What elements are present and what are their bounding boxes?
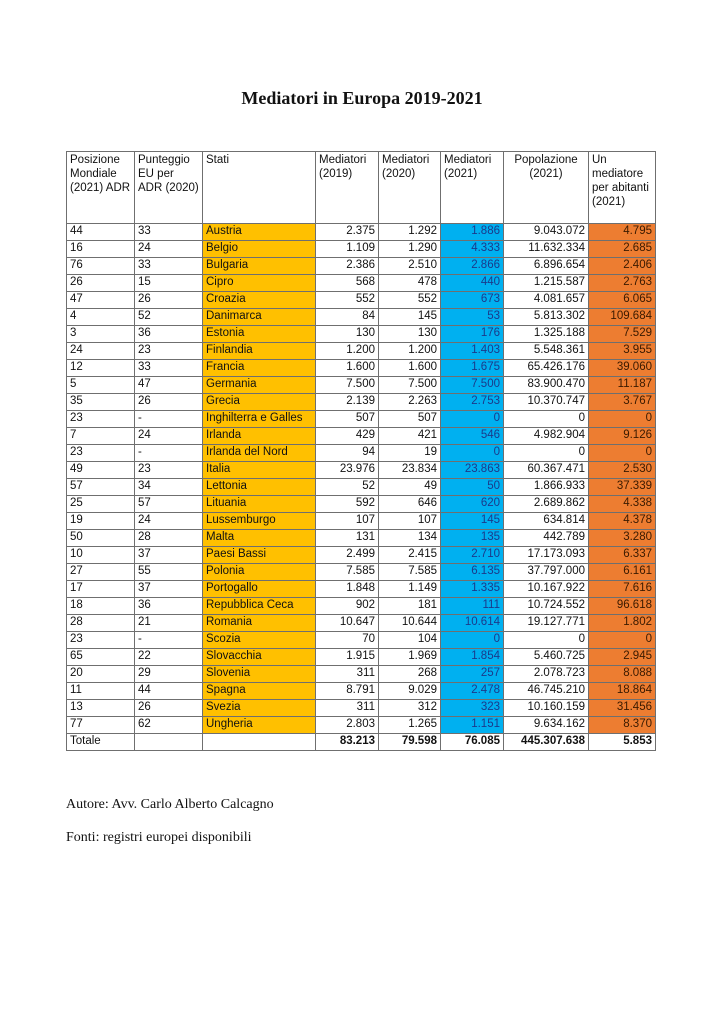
table-row — [67, 394, 656, 411]
mediatori-2020-cell: 268 — [379, 666, 441, 683]
stato-cell: Slovenia — [203, 666, 316, 683]
popolazione-cell: 5.813.302 — [504, 309, 589, 326]
mediatori-2019-cell: 70 — [316, 632, 379, 649]
mediatori-2020-cell: 130 — [379, 326, 441, 343]
punteggio-cell: 33 — [135, 224, 203, 241]
per-abitanti-cell: 2.685 — [589, 241, 656, 258]
table-row — [67, 224, 656, 241]
mediatori-2020-cell: 145 — [379, 309, 441, 326]
popolazione-cell: 9.043.072 — [504, 224, 589, 241]
mediatori-2019-cell: 311 — [316, 700, 379, 717]
mediatori-2020-cell: 1.265 — [379, 717, 441, 734]
total-row — [67, 734, 656, 751]
stato-cell: Romania — [203, 615, 316, 632]
per-abitanti-cell: 0 — [589, 445, 656, 462]
punteggio-cell: 33 — [135, 360, 203, 377]
mediatori-2020-cell: 1.292 — [379, 224, 441, 241]
table-row — [67, 462, 656, 479]
stato-cell: Irlanda — [203, 428, 316, 445]
punteggio-cell: 21 — [135, 615, 203, 632]
mediatori-2021-cell: 23.863 — [441, 462, 504, 479]
mediatori-2021-cell: 135 — [441, 530, 504, 547]
mediatori-2019-cell: 1.109 — [316, 241, 379, 258]
popolazione-cell: 17.173.093 — [504, 547, 589, 564]
popolazione-cell: 6.896.654 — [504, 258, 589, 275]
mediatori-2019-cell: 7.500 — [316, 377, 379, 394]
stato-cell: Bulgaria — [203, 258, 316, 275]
popolazione-cell: 4.982.904 — [504, 428, 589, 445]
table-row — [67, 615, 656, 632]
punteggio-cell: 28 — [135, 530, 203, 547]
per-abitanti-cell: 4.378 — [589, 513, 656, 530]
mediatori-2019-cell: 552 — [316, 292, 379, 309]
stato-cell: Francia — [203, 360, 316, 377]
popolazione-cell: 1.325.188 — [504, 326, 589, 343]
stato-cell: Italia — [203, 462, 316, 479]
table-row — [67, 666, 656, 683]
posizione-cell: 49 — [67, 462, 135, 479]
stato-cell: Scozia — [203, 632, 316, 649]
mediatori-2019-cell: 131 — [316, 530, 379, 547]
posizione-cell: 25 — [67, 496, 135, 513]
punteggio-cell: 29 — [135, 666, 203, 683]
per-abitanti-cell: 1.802 — [589, 615, 656, 632]
punteggio-cell: 26 — [135, 700, 203, 717]
stato-cell: Inghilterra e Galles — [203, 411, 316, 428]
stato-cell: Austria — [203, 224, 316, 241]
stato-cell: Lussemburgo — [203, 513, 316, 530]
popolazione-cell: 46.745.210 — [504, 683, 589, 700]
punteggio-cell: 37 — [135, 581, 203, 598]
mediatori-2019-cell: 568 — [316, 275, 379, 292]
posizione-cell: 26 — [67, 275, 135, 292]
table-row — [67, 343, 656, 360]
posizione-cell: 28 — [67, 615, 135, 632]
mediatori-2021-cell: 2.753 — [441, 394, 504, 411]
per-abitanti-cell: 2.530 — [589, 462, 656, 479]
table-row — [67, 530, 656, 547]
punteggio-cell: 36 — [135, 598, 203, 615]
mediatori-2021-cell: 546 — [441, 428, 504, 445]
mediatori-2019-cell: 7.585 — [316, 564, 379, 581]
mediatori-2019-cell: 902 — [316, 598, 379, 615]
mediatori-2021-cell: 2.710 — [441, 547, 504, 564]
per-abitanti-cell: 96.618 — [589, 598, 656, 615]
mediatori-2020-cell: 9.029 — [379, 683, 441, 700]
mediatori-2020-cell: 2.510 — [379, 258, 441, 275]
mediatori-2020-cell: 134 — [379, 530, 441, 547]
mediatori-2019-cell: 592 — [316, 496, 379, 513]
mediatori-2020-cell: 1.969 — [379, 649, 441, 666]
punteggio-cell: - — [135, 632, 203, 649]
posizione-cell: 24 — [67, 343, 135, 360]
posizione-cell: 16 — [67, 241, 135, 258]
mediatori-2020-cell: 1.200 — [379, 343, 441, 360]
header-punteggio: Punteggio EU per ADR (2020) — [135, 152, 203, 224]
posizione-cell: 35 — [67, 394, 135, 411]
mediatori-2021-cell: 0 — [441, 445, 504, 462]
popolazione-cell: 4.081.657 — [504, 292, 589, 309]
stato-cell: Spagna — [203, 683, 316, 700]
posizione-cell: 23 — [67, 411, 135, 428]
posizione-cell: 47 — [67, 292, 135, 309]
popolazione-cell: 10.370.747 — [504, 394, 589, 411]
total-stato — [203, 734, 316, 751]
mediatori-2020-cell: 2.415 — [379, 547, 441, 564]
posizione-cell: 19 — [67, 513, 135, 530]
table-row — [67, 309, 656, 326]
popolazione-cell: 19.127.771 — [504, 615, 589, 632]
popolazione-cell: 442.789 — [504, 530, 589, 547]
punteggio-cell: 26 — [135, 394, 203, 411]
mediatori-2020-cell: 7.500 — [379, 377, 441, 394]
mediatori-2020-cell: 2.263 — [379, 394, 441, 411]
popolazione-cell: 10.167.922 — [504, 581, 589, 598]
header-popolazione: Popolazione (2021) — [504, 152, 589, 224]
stato-cell: Germania — [203, 377, 316, 394]
mediatori-2020-cell: 10.644 — [379, 615, 441, 632]
stato-cell: Polonia — [203, 564, 316, 581]
mediatori-2019-cell: 84 — [316, 309, 379, 326]
punteggio-cell: 52 — [135, 309, 203, 326]
mediatori-2020-cell: 646 — [379, 496, 441, 513]
mediatori-2020-cell: 107 — [379, 513, 441, 530]
mediatori-2020-cell: 312 — [379, 700, 441, 717]
stato-cell: Repubblica Ceca — [203, 598, 316, 615]
popolazione-cell: 10.160.159 — [504, 700, 589, 717]
per-abitanti-cell: 39.060 — [589, 360, 656, 377]
mediatori-2021-cell: 1.854 — [441, 649, 504, 666]
per-abitanti-cell: 0 — [589, 632, 656, 649]
table-row — [67, 241, 656, 258]
mediatori-2021-cell: 1.403 — [441, 343, 504, 360]
total-mediatori-2019: 83.213 — [316, 734, 379, 751]
punteggio-cell: 34 — [135, 479, 203, 496]
stato-cell: Danimarca — [203, 309, 316, 326]
mediatori-2020-cell: 49 — [379, 479, 441, 496]
mediatori-2019-cell: 130 — [316, 326, 379, 343]
mediatori-2019-cell: 2.803 — [316, 717, 379, 734]
mediatori-2019-cell: 8.791 — [316, 683, 379, 700]
popolazione-cell: 1.866.933 — [504, 479, 589, 496]
popolazione-cell: 0 — [504, 632, 589, 649]
per-abitanti-cell: 37.339 — [589, 479, 656, 496]
mediatori-2020-cell: 19 — [379, 445, 441, 462]
table-row — [67, 445, 656, 462]
punteggio-cell: 24 — [135, 428, 203, 445]
stato-cell: Portogallo — [203, 581, 316, 598]
stato-cell: Grecia — [203, 394, 316, 411]
punteggio-cell: - — [135, 411, 203, 428]
mediatori-2019-cell: 52 — [316, 479, 379, 496]
per-abitanti-cell: 3.955 — [589, 343, 656, 360]
mediatori-2021-cell: 1.675 — [441, 360, 504, 377]
mediatori-2021-cell: 440 — [441, 275, 504, 292]
popolazione-cell: 1.215.587 — [504, 275, 589, 292]
posizione-cell: 65 — [67, 649, 135, 666]
mediatori-2020-cell: 552 — [379, 292, 441, 309]
mediatori-2019-cell: 94 — [316, 445, 379, 462]
popolazione-cell: 11.632.334 — [504, 241, 589, 258]
per-abitanti-cell: 11.187 — [589, 377, 656, 394]
stato-cell: Svezia — [203, 700, 316, 717]
mediatori-2019-cell: 2.386 — [316, 258, 379, 275]
table-row — [67, 377, 656, 394]
mediatori-2021-cell: 2.478 — [441, 683, 504, 700]
punteggio-cell: 55 — [135, 564, 203, 581]
header-per-abitanti: Un mediatore per abitanti (2021) — [589, 152, 656, 224]
punteggio-cell: 47 — [135, 377, 203, 394]
total-label: Totale — [67, 734, 135, 751]
stato-cell: Slovacchia — [203, 649, 316, 666]
table-row — [67, 683, 656, 700]
sources-line: Fonti: registri europei disponibili — [66, 830, 252, 845]
mediatori-2019-cell: 10.647 — [316, 615, 379, 632]
table-row — [67, 275, 656, 292]
per-abitanti-cell: 2.406 — [589, 258, 656, 275]
per-abitanti-cell: 9.126 — [589, 428, 656, 445]
mediatori-2020-cell: 1.290 — [379, 241, 441, 258]
table-row — [67, 360, 656, 377]
posizione-cell: 10 — [67, 547, 135, 564]
mediatori-2021-cell: 1.886 — [441, 224, 504, 241]
punteggio-cell: 44 — [135, 683, 203, 700]
posizione-cell: 27 — [67, 564, 135, 581]
stato-cell: Cipro — [203, 275, 316, 292]
punteggio-cell: 24 — [135, 513, 203, 530]
table-row — [67, 717, 656, 734]
author-line: Autore: Avv. Carlo Alberto Calcagno — [66, 797, 274, 812]
per-abitanti-cell: 7.616 — [589, 581, 656, 598]
table-row — [67, 632, 656, 649]
mediatori-2021-cell: 53 — [441, 309, 504, 326]
mediatori-2020-cell: 1.600 — [379, 360, 441, 377]
posizione-cell: 7 — [67, 428, 135, 445]
popolazione-cell: 37.797.000 — [504, 564, 589, 581]
per-abitanti-cell: 3.280 — [589, 530, 656, 547]
mediatori-2019-cell: 2.499 — [316, 547, 379, 564]
table-row — [67, 428, 656, 445]
mediatori-2021-cell: 257 — [441, 666, 504, 683]
stato-cell: Finlandia — [203, 343, 316, 360]
per-abitanti-cell: 4.338 — [589, 496, 656, 513]
table-row — [67, 598, 656, 615]
popolazione-cell: 9.634.162 — [504, 717, 589, 734]
mediatori-2021-cell: 176 — [441, 326, 504, 343]
posizione-cell: 11 — [67, 683, 135, 700]
popolazione-cell: 2.078.723 — [504, 666, 589, 683]
per-abitanti-cell: 109.684 — [589, 309, 656, 326]
per-abitanti-cell: 31.456 — [589, 700, 656, 717]
mediatori-2020-cell: 478 — [379, 275, 441, 292]
punteggio-cell: 37 — [135, 547, 203, 564]
popolazione-cell: 5.460.725 — [504, 649, 589, 666]
table-row — [67, 496, 656, 513]
table-row — [67, 292, 656, 309]
posizione-cell: 17 — [67, 581, 135, 598]
table-row — [67, 326, 656, 343]
per-abitanti-cell: 8.370 — [589, 717, 656, 734]
posizione-cell: 44 — [67, 224, 135, 241]
popolazione-cell: 0 — [504, 411, 589, 428]
per-abitanti-cell: 3.767 — [589, 394, 656, 411]
popolazione-cell: 634.814 — [504, 513, 589, 530]
mediatori-2021-cell: 2.866 — [441, 258, 504, 275]
total-per-abitanti: 5.853 — [589, 734, 656, 751]
punteggio-cell: 33 — [135, 258, 203, 275]
mediatori-2020-cell: 7.585 — [379, 564, 441, 581]
popolazione-cell: 65.426.176 — [504, 360, 589, 377]
posizione-cell: 18 — [67, 598, 135, 615]
mediatori-2021-cell: 673 — [441, 292, 504, 309]
mediatori-2020-cell: 421 — [379, 428, 441, 445]
mediatori-2019-cell: 23.976 — [316, 462, 379, 479]
per-abitanti-cell: 6.161 — [589, 564, 656, 581]
mediatori-2021-cell: 323 — [441, 700, 504, 717]
per-abitanti-cell: 8.088 — [589, 666, 656, 683]
header-stati: Stati — [203, 152, 316, 224]
mediatori-2021-cell: 0 — [441, 632, 504, 649]
table-row — [67, 581, 656, 598]
mediatori-2021-cell: 6.135 — [441, 564, 504, 581]
mediatori-2021-cell: 1.151 — [441, 717, 504, 734]
per-abitanti-cell: 7.529 — [589, 326, 656, 343]
mediatori-2019-cell: 1.200 — [316, 343, 379, 360]
total-mediatori-2021: 76.085 — [441, 734, 504, 751]
mediatori-2019-cell: 1.848 — [316, 581, 379, 598]
per-abitanti-cell: 0 — [589, 411, 656, 428]
popolazione-cell: 83.900.470 — [504, 377, 589, 394]
mediatori-2019-cell: 507 — [316, 411, 379, 428]
posizione-cell: 5 — [67, 377, 135, 394]
punteggio-cell: 24 — [135, 241, 203, 258]
mediatori-2021-cell: 10.614 — [441, 615, 504, 632]
total-mediatori-2020: 79.598 — [379, 734, 441, 751]
table-row — [67, 258, 656, 275]
stato-cell: Croazia — [203, 292, 316, 309]
stato-cell: Lettonia — [203, 479, 316, 496]
document-title: Mediatori in Europa 2019-2021 — [241, 88, 483, 108]
mediatori-2019-cell: 1.915 — [316, 649, 379, 666]
per-abitanti-cell: 4.795 — [589, 224, 656, 241]
mediatori-2021-cell: 0 — [441, 411, 504, 428]
mediatori-2021-cell: 50 — [441, 479, 504, 496]
header-mediatori-2021: Mediatori (2021) — [441, 152, 504, 224]
punteggio-cell: 36 — [135, 326, 203, 343]
per-abitanti-cell: 18.864 — [589, 683, 656, 700]
mediatori-2019-cell: 1.600 — [316, 360, 379, 377]
posizione-cell: 20 — [67, 666, 135, 683]
mediatori-2020-cell: 23.834 — [379, 462, 441, 479]
mediatori-2020-cell: 104 — [379, 632, 441, 649]
mediatori-2021-cell: 4.333 — [441, 241, 504, 258]
punteggio-cell: 62 — [135, 717, 203, 734]
header-mediatori-2020: Mediatori (2020) — [379, 152, 441, 224]
mediatori-2020-cell: 181 — [379, 598, 441, 615]
posizione-cell: 50 — [67, 530, 135, 547]
mediatori-2020-cell: 507 — [379, 411, 441, 428]
popolazione-cell: 5.548.361 — [504, 343, 589, 360]
mediatori-2019-cell: 311 — [316, 666, 379, 683]
mediatori-2019-cell: 2.139 — [316, 394, 379, 411]
table-row — [67, 700, 656, 717]
per-abitanti-cell: 6.065 — [589, 292, 656, 309]
posizione-cell: 3 — [67, 326, 135, 343]
mediatori-2019-cell: 429 — [316, 428, 379, 445]
punteggio-cell: 23 — [135, 343, 203, 360]
posizione-cell: 4 — [67, 309, 135, 326]
table-row — [67, 513, 656, 530]
mediatori-2020-cell: 1.149 — [379, 581, 441, 598]
mediators-table — [66, 151, 656, 751]
table-row — [67, 564, 656, 581]
popolazione-cell: 60.367.471 — [504, 462, 589, 479]
stato-cell: Irlanda del Nord — [203, 445, 316, 462]
stato-cell: Estonia — [203, 326, 316, 343]
mediatori-2019-cell: 107 — [316, 513, 379, 530]
popolazione-cell: 10.724.552 — [504, 598, 589, 615]
total-punteggio — [135, 734, 203, 751]
popolazione-cell: 2.689.862 — [504, 496, 589, 513]
header-mediatori-2019: Mediatori (2019) — [316, 152, 379, 224]
punteggio-cell: 15 — [135, 275, 203, 292]
mediatori-2021-cell: 1.335 — [441, 581, 504, 598]
table-row — [67, 479, 656, 496]
mediatori-2021-cell: 7.500 — [441, 377, 504, 394]
header-posizione: Posizione Mondiale (2021) ADR — [67, 152, 135, 224]
posizione-cell: 23 — [67, 445, 135, 462]
posizione-cell: 76 — [67, 258, 135, 275]
stato-cell: Lituania — [203, 496, 316, 513]
total-popolazione: 445.307.638 — [504, 734, 589, 751]
posizione-cell: 77 — [67, 717, 135, 734]
stato-cell: Malta — [203, 530, 316, 547]
mediatori-2021-cell: 620 — [441, 496, 504, 513]
table-row — [67, 649, 656, 666]
posizione-cell: 57 — [67, 479, 135, 496]
punteggio-cell: - — [135, 445, 203, 462]
punteggio-cell: 22 — [135, 649, 203, 666]
posizione-cell: 12 — [67, 360, 135, 377]
mediatori-2021-cell: 145 — [441, 513, 504, 530]
per-abitanti-cell: 6.337 — [589, 547, 656, 564]
popolazione-cell: 0 — [504, 445, 589, 462]
table-row — [67, 411, 656, 428]
posizione-cell: 23 — [67, 632, 135, 649]
per-abitanti-cell: 2.763 — [589, 275, 656, 292]
posizione-cell: 13 — [67, 700, 135, 717]
table-row — [67, 547, 656, 564]
mediatori-2019-cell: 2.375 — [316, 224, 379, 241]
mediatori-2021-cell: 111 — [441, 598, 504, 615]
stato-cell: Paesi Bassi — [203, 547, 316, 564]
table-header-row — [67, 152, 656, 224]
stato-cell: Belgio — [203, 241, 316, 258]
punteggio-cell: 26 — [135, 292, 203, 309]
stato-cell: Ungheria — [203, 717, 316, 734]
punteggio-cell: 57 — [135, 496, 203, 513]
per-abitanti-cell: 2.945 — [589, 649, 656, 666]
punteggio-cell: 23 — [135, 462, 203, 479]
